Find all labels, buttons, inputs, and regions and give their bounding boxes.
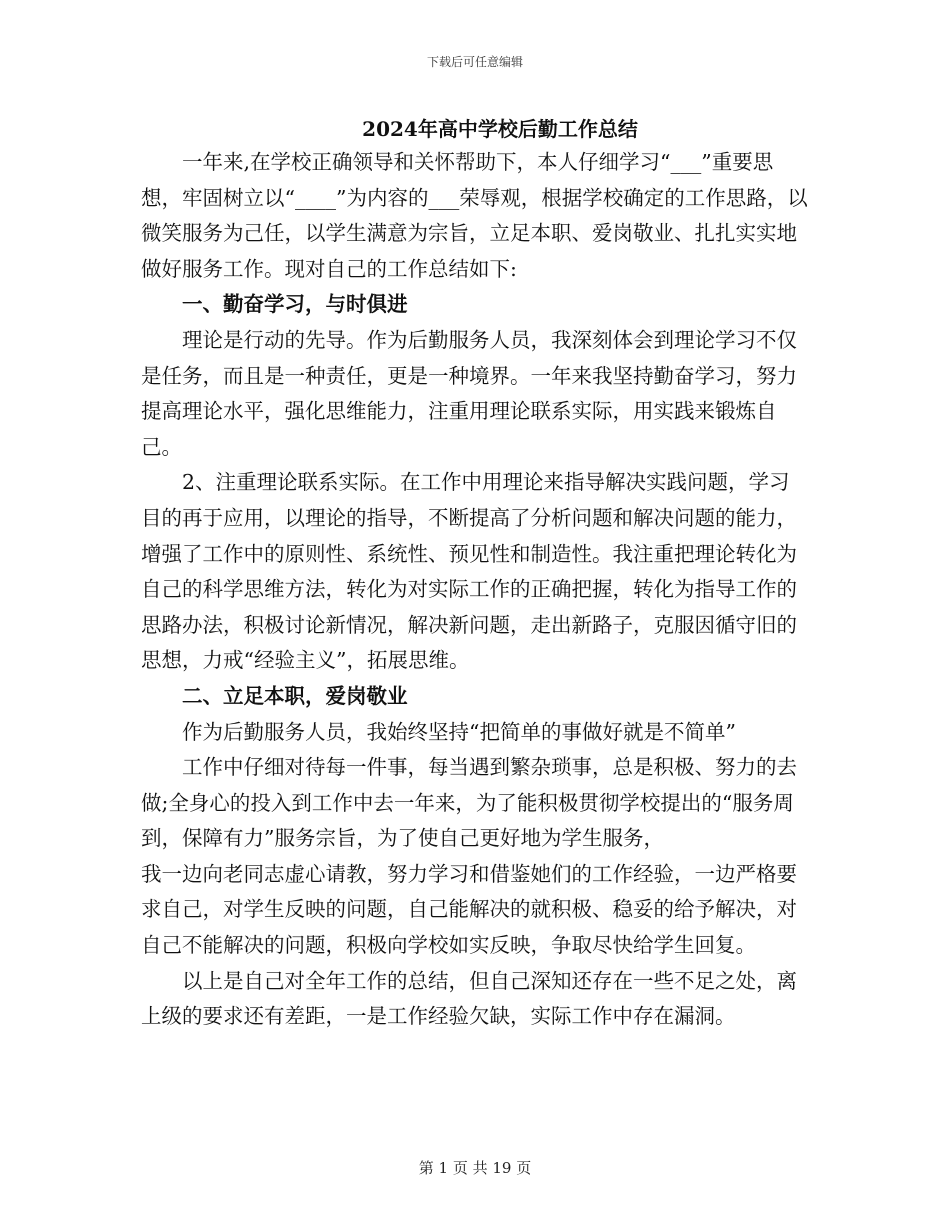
- section-heading-2: 二、立足本职，爱岗敬业: [182, 683, 408, 708]
- section-heading-1: 一、勤奋学习，与时俱进: [182, 292, 408, 317]
- paragraph-learning: 我一边向老同志虚心请教，努力学习和借鉴她们的工作经验，一边严格要求自己，对学生反映的问题，自己能解决的就积极、稳妥的给予解决，对自己不能解决的问题，积极向学校如实反映，争取尽快给学生回复。: [141, 861, 797, 958]
- paragraph-practice: 2、注重理论联系实际。在工作中用理论来指导解决实践问题，学习目的再于应用，以理论的指导，不断提高了分析问题和解决问题的能力，增强了工作中的原则性、系统性、预见性和制造性。我注重把理论转化为自己的科学思维方法，转化为对实际工作的正确把握，转化为指导工作的思路办法，积极讨论新情况，解决新问题，走出新路子，克服因循守旧的思想，力戒“经验主义”，拓展思维。: [141, 470, 797, 673]
- paragraph-theory: 理论是行动的先导。作为后勤服务人员，我深刻体会到理论学习不仅是任务，而且是一种责任，更是一种境界。一年来我坚持勤奋学习，努力提高理论水平，强化思维能力，注重用理论联系实际，用实践来锻炼自己。: [141, 327, 797, 459]
- paragraph-intro: 一年来,在学校正确领导和关怀帮助下，本人仔细学习“___”重要思想，牢固树立以“____”为内容的___荣辱观，根据学校确定的工作思路，以微笑服务为己任，以学生满意为宗旨，立足本职、爱岗敬业、扎扎实实地做好服务工作。现对自己的工作总结如下:: [141, 150, 808, 281]
- document-body: [141, 145, 809, 1035]
- paragraph-work: 工作中仔细对待每一件事，每当遇到繁杂琐事，总是积极、努力的去做;全身心的投入到工作中去一年来，为了能积极贯彻学校提出的“服务周到，保障有力”服务宗旨，为了使自己更好地为学生服务，: [141, 755, 797, 851]
- document-title: 2024年高中学校后勤工作总结: [362, 117, 638, 141]
- header-note: 下载后可任意编辑: [426, 55, 523, 69]
- page-footer: 第 1 页 共 19 页: [418, 1159, 532, 1177]
- paragraph-summary: 以上是自己对全年工作的总结，但自己深知还存在一些不足之处，离上级的要求还有差距，一是工作经验欠缺，实际工作中存在漏洞。: [141, 968, 797, 1029]
- paragraph-principle: 作为后勤服务人员，我始终坚持“把简单的事做好就是不简单”: [182, 719, 736, 744]
